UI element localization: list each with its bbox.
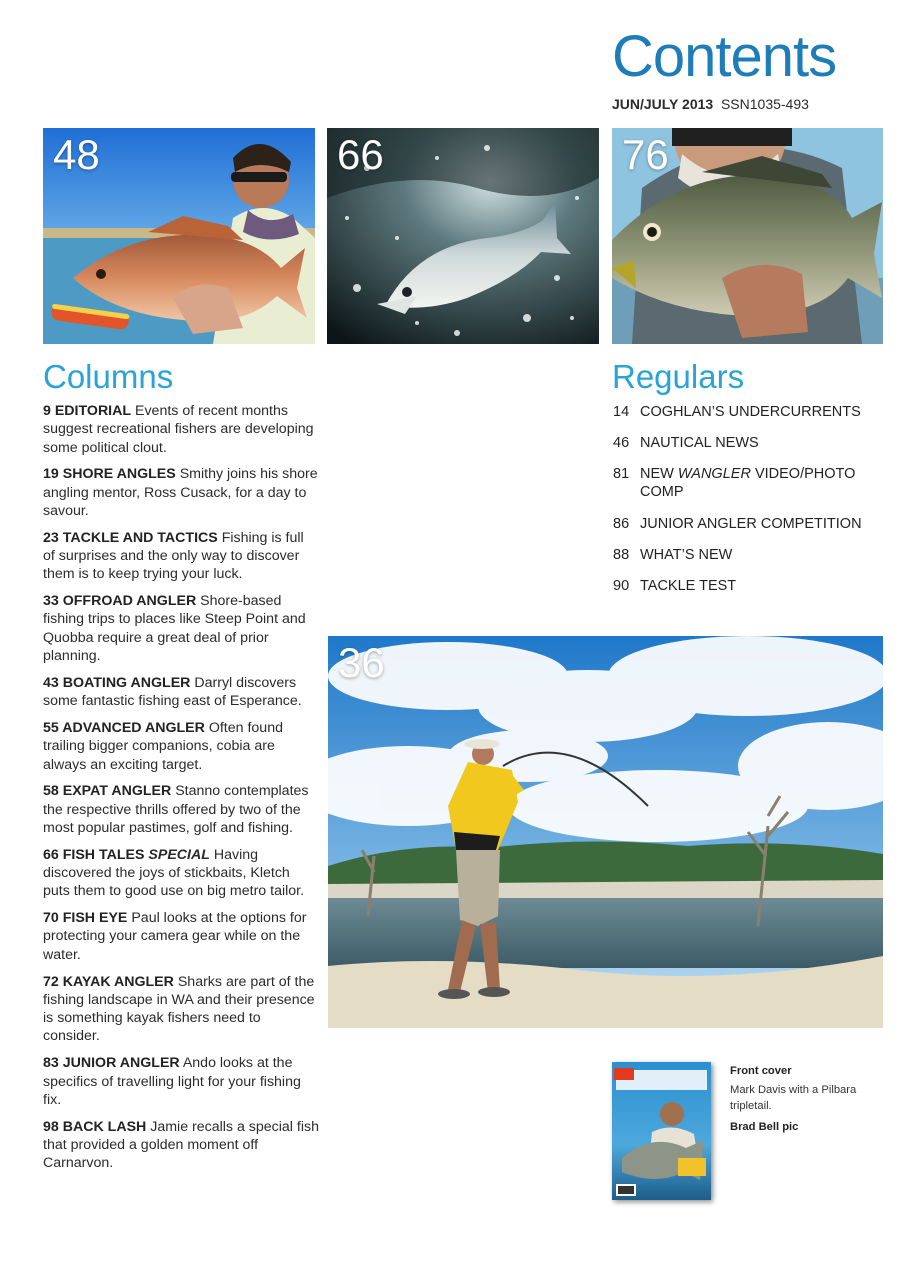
photo-page-number: 66 — [337, 131, 384, 178]
column-description: Having discovered the joys of stickbaits, Kletch puts them to good use on big metro tailor. — [43, 846, 305, 900]
column-title: FISH EYE — [62, 910, 128, 927]
column-page-number: 58 — [43, 783, 59, 800]
column-entry-title — [43, 403, 131, 419]
regular-entry — [613, 434, 893, 452]
column-description: Often found trailing bigger companions, cobia are always an exciting target. — [43, 719, 283, 773]
column-page-number: 43 — [43, 674, 59, 691]
column-entry-title — [43, 720, 205, 736]
column-entry — [43, 846, 319, 901]
column-entry — [43, 465, 319, 520]
column-entry — [43, 973, 319, 1046]
regular-page-number: 86 — [613, 515, 630, 532]
column-entry-title — [43, 847, 144, 863]
column-entry-title — [43, 783, 171, 799]
regular-title: WHAT’S NEW — [640, 546, 733, 563]
issue-line — [612, 96, 809, 112]
column-entry — [43, 719, 319, 774]
column-description: Darryl discovers some fantastic fishing east of Esperance. — [43, 674, 302, 710]
regular-page-number: 14 — [613, 404, 630, 420]
column-title: OFFROAD ANGLER — [62, 593, 197, 610]
regular-entry — [613, 465, 893, 502]
column-entry — [43, 1118, 319, 1173]
regulars-heading: Regulars — [612, 358, 745, 395]
regular-title: TACKLE TEST — [640, 577, 737, 594]
column-entry — [43, 529, 319, 584]
photo-page-number: 76 — [622, 131, 669, 178]
column-title: EXPAT ANGLER — [62, 783, 172, 800]
page-title: Contents — [612, 24, 837, 89]
column-page-number: 83 — [43, 1055, 59, 1072]
column-entry-title — [43, 466, 176, 482]
column-page-number: 23 — [43, 529, 59, 546]
photo-36 — [328, 636, 883, 1028]
column-title: TACKLE AND TACTICS — [62, 529, 218, 546]
column-description: Events of recent months suggest recreational fishers are developing some political clout. — [43, 403, 314, 456]
photo-page-number: 48 — [53, 131, 100, 178]
regular-title: JUNIOR ANGLER COMPETITION — [640, 515, 862, 532]
column-entry-title — [43, 910, 127, 926]
column-entry — [43, 674, 319, 711]
column-special-tag: SPECIAL — [148, 846, 210, 863]
regular-entry — [613, 515, 893, 533]
column-entry-title — [43, 974, 174, 990]
column-page-number: 9 — [43, 403, 51, 419]
column-page-number: 98 — [43, 1118, 59, 1135]
column-entry-title — [43, 1119, 146, 1135]
column-description: Stanno contemplates the respective thrills offered by two of the most popular pastimes, golf and fishing. — [43, 783, 309, 836]
column-entry — [43, 909, 319, 964]
regular-title: COGHLAN’S UNDERCURRENTS — [640, 404, 861, 420]
regular-page-number: 81 — [613, 466, 630, 483]
column-title: BACK LASH — [62, 1118, 147, 1135]
issue-date: JUN/JULY 2013 — [612, 96, 714, 112]
column-entry-title — [43, 530, 218, 546]
issn: SSN1035-493 — [720, 96, 809, 112]
shore-angler-casting-photo — [328, 636, 883, 1028]
column-description: Paul looks at the options for protecting your camera gear while on the water. — [43, 910, 307, 963]
photo-66 — [327, 128, 599, 344]
column-page-number: 66 — [43, 846, 59, 863]
column-entry — [43, 782, 319, 837]
column-title: JUNIOR ANGLER — [62, 1055, 180, 1072]
column-description: Smithy joins his shore angling mentor, Ross Cusack, for a day to savour. — [43, 466, 318, 519]
regular-page-number: 46 — [613, 435, 630, 452]
regular-entry — [613, 403, 893, 421]
regular-page-number: 90 — [613, 577, 630, 594]
column-title: EDITORIAL — [54, 403, 132, 419]
regular-title: NAUTICAL NEWS — [640, 435, 759, 452]
regular-entry — [613, 546, 893, 564]
column-entry — [43, 1054, 319, 1109]
regular-title-post: VIDEO/PHOTO COMP — [640, 466, 856, 501]
column-title: KAYAK ANGLER — [62, 973, 174, 990]
column-entry-title — [43, 1055, 180, 1071]
column-description: Jamie recalls a special fish that provided a golden moment off Carnarvon. — [43, 1118, 319, 1172]
magazine-cover-thumbnail — [612, 1062, 711, 1200]
column-description: Fishing is full of surprises and the only way to discover them is to keep trying your luck. — [43, 529, 304, 583]
columns-list — [43, 402, 319, 1181]
columns-heading: Columns — [43, 358, 174, 395]
column-description: Sharks are part of the fishing landscape in WA and their presence is something kayak fishers need to consider. — [43, 973, 315, 1045]
regular-title-pre: NEW — [640, 466, 678, 483]
photo-76 — [612, 128, 883, 344]
column-page-number: 55 — [43, 719, 59, 736]
photo-page-number: 36 — [338, 639, 385, 686]
column-title: ADVANCED ANGLER — [62, 719, 205, 736]
photo-48 — [43, 128, 315, 344]
cover-photo-credit: Brad Bell pic — [730, 1120, 799, 1133]
regular-title — [640, 465, 893, 502]
column-title: FISH TALES — [62, 846, 145, 863]
cover-caption — [730, 1064, 880, 1135]
column-entry — [43, 402, 319, 457]
regulars-list — [613, 403, 893, 608]
regular-title-emphasis: WANGLER — [677, 466, 751, 483]
front-cover-thumbnail — [612, 1062, 711, 1200]
column-title: BOATING ANGLER — [62, 674, 191, 691]
column-page-number: 33 — [43, 593, 59, 610]
column-page-number: 19 — [43, 466, 59, 483]
regular-entry — [613, 577, 893, 595]
column-title: SHORE ANGLES — [62, 466, 176, 483]
cover-caption-text: Mark Davis with a Pilbara tripletail. — [730, 1084, 857, 1112]
regular-page-number: 88 — [613, 546, 630, 563]
column-page-number: 70 — [43, 910, 59, 927]
column-description: Shore-based fishing trips to places like Steep Point and Quobba require a great deal of prior planning. — [43, 593, 306, 665]
column-description: Ando looks at the specifics of travelling light for your fishing fix. — [43, 1055, 301, 1108]
column-page-number: 72 — [43, 973, 59, 990]
cover-caption-title: Front cover — [730, 1065, 792, 1077]
column-entry-title — [43, 675, 190, 691]
column-entry-title — [43, 593, 196, 609]
column-entry — [43, 592, 319, 665]
